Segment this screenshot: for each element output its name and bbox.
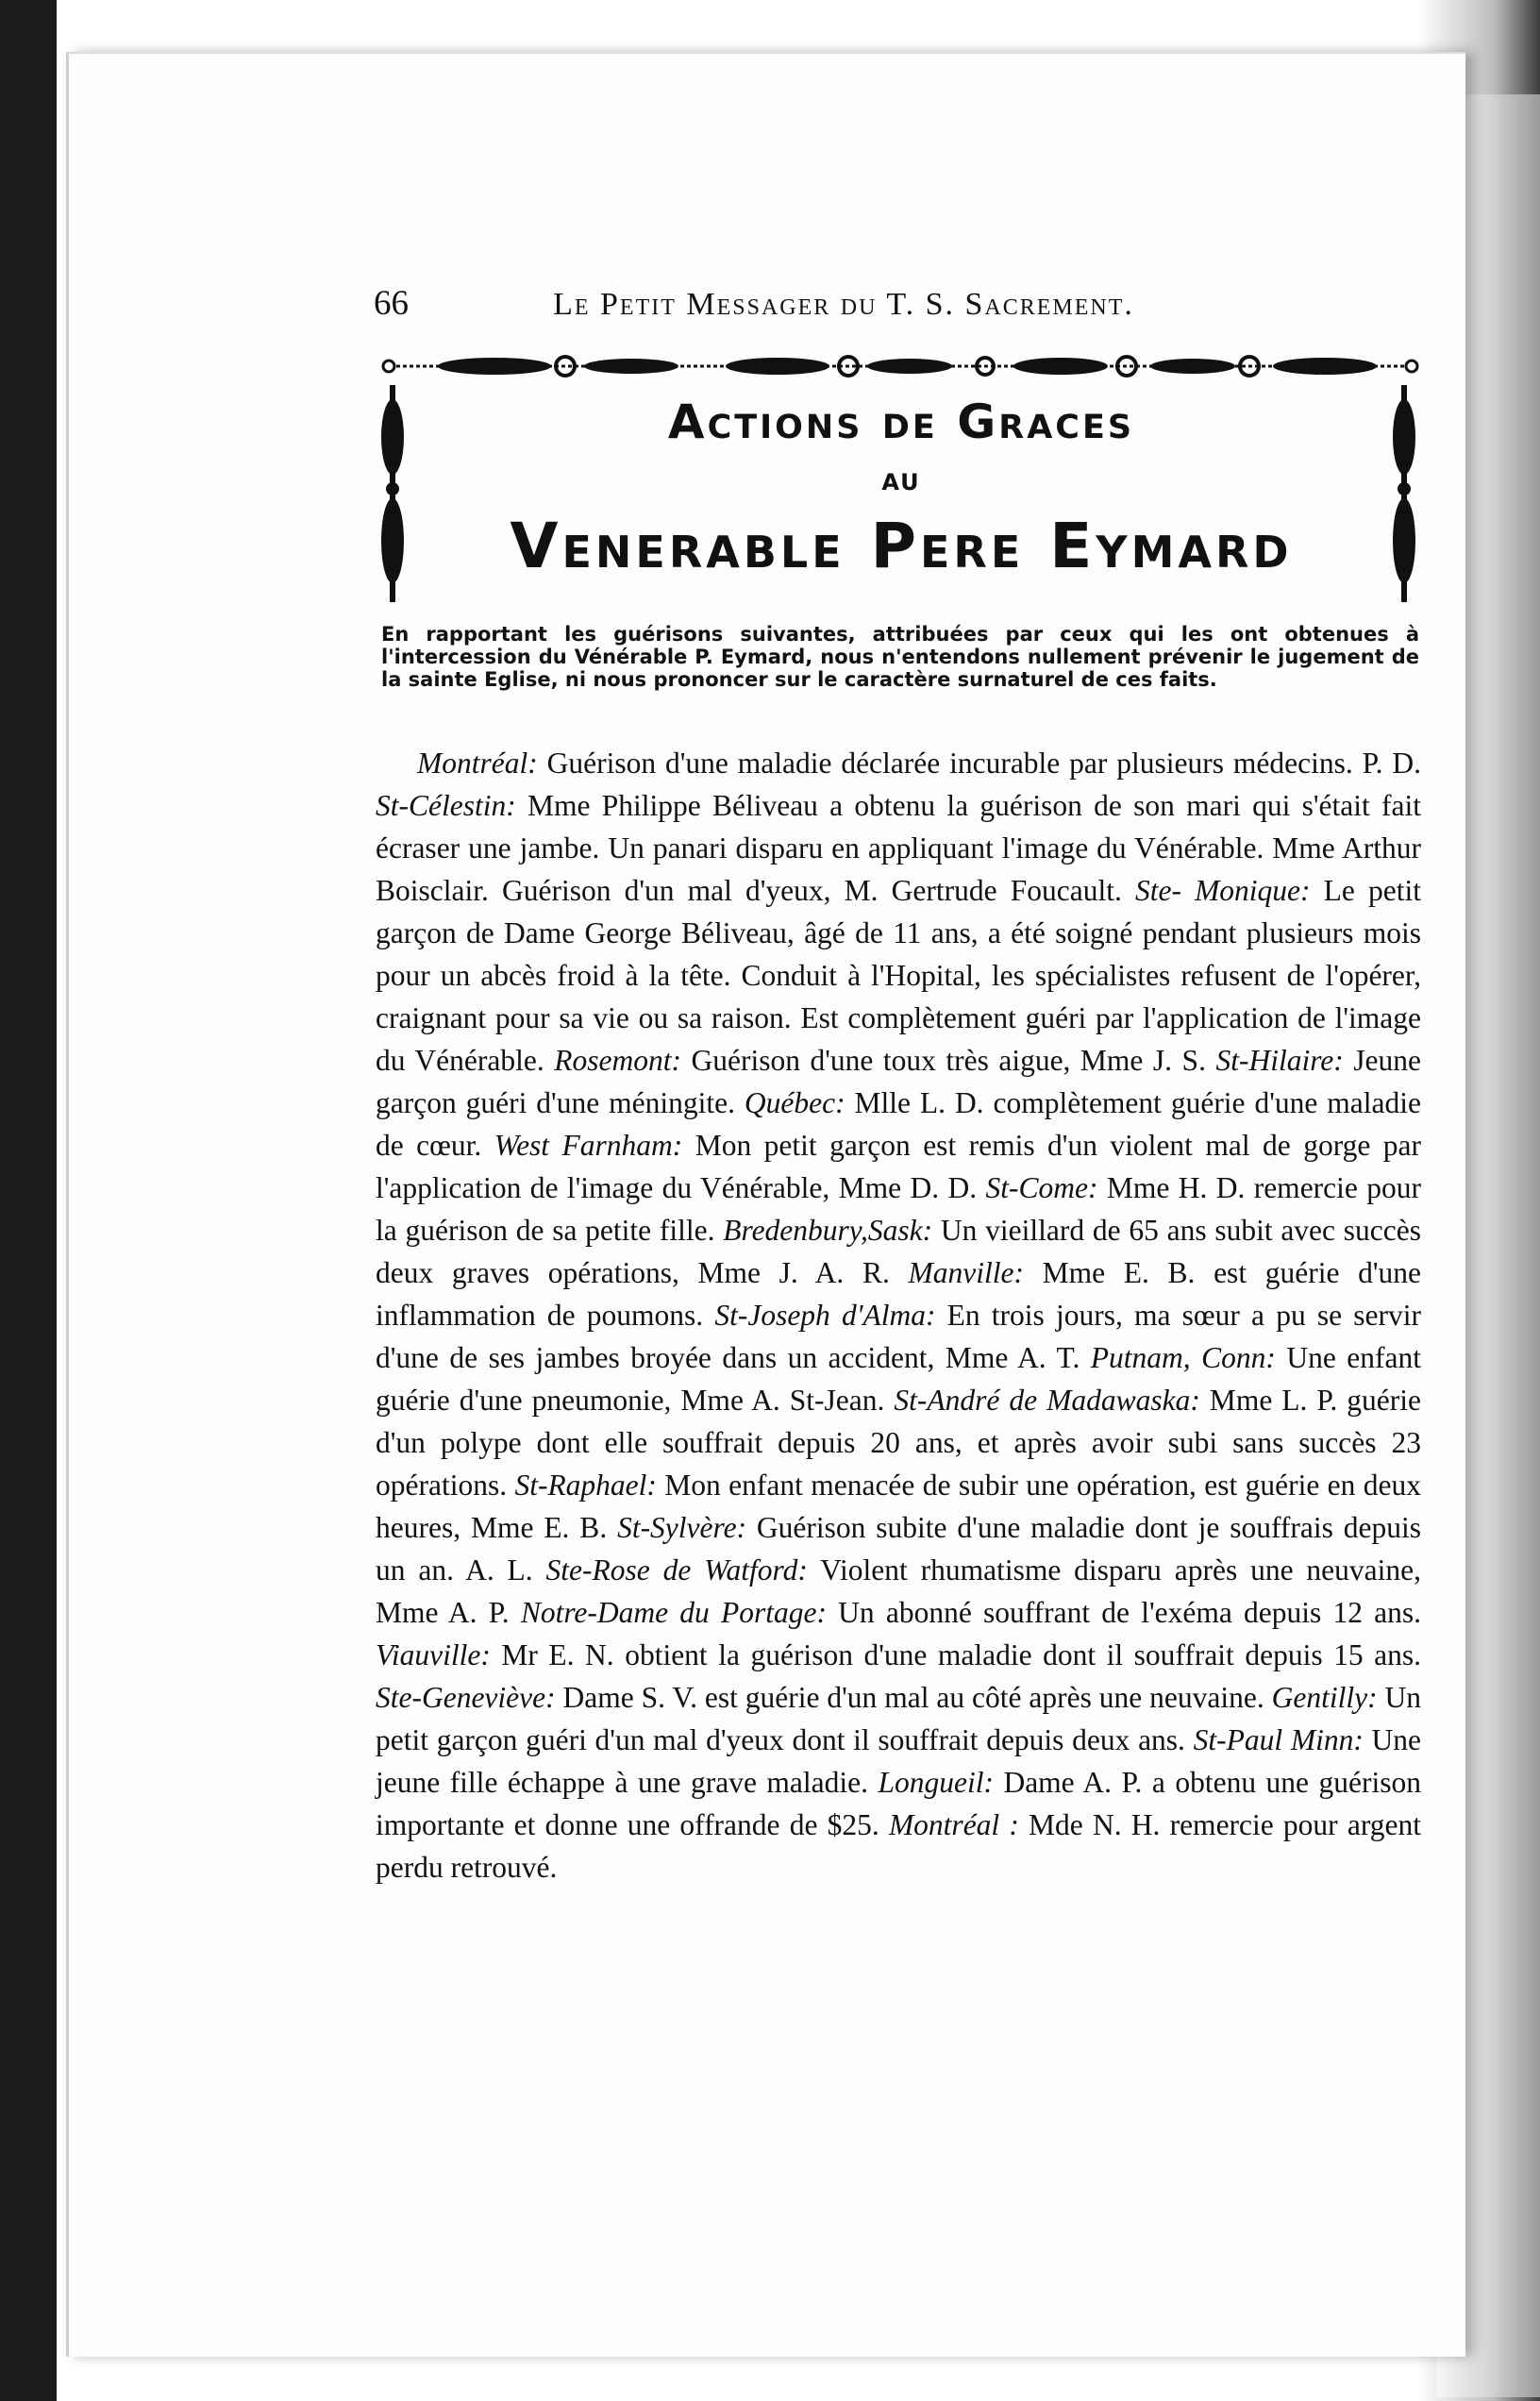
entry-place: Putnam, Conn: [1090, 1341, 1276, 1374]
entry-place: St-Hilaire: [1215, 1044, 1344, 1077]
entry-place: Viauville: [376, 1638, 491, 1671]
entry-text: Jeune garçon guéri d'une méningite. [376, 1044, 1421, 1119]
page-number: 66 [374, 284, 409, 323]
entry-text: Mlle L. D. complètement guérie d'une maladie de cœur. [376, 1086, 1421, 1162]
body-paragraph [376, 742, 1421, 1889]
title-line-3: Venerable Pere Eymard [510, 510, 1293, 582]
entry-place: Notre-Dame du Portage: [520, 1596, 827, 1629]
entry-text: Guérison d'une maladie déclarée incurable par plusieurs médecins. P. D. [537, 747, 1421, 780]
entry-place: St-Raphael: [514, 1469, 657, 1502]
title-line-2: au [881, 461, 921, 498]
entry-text: Guérison subite d'une maladie dont je souffrais depuis un an. A. L. [376, 1511, 1421, 1587]
entry-place: St-Joseph d'Alma: [714, 1299, 936, 1332]
entry-place: Ste- Monique: [1134, 874, 1311, 907]
entry-place: Ste-Rose de Watford: [545, 1553, 808, 1587]
entry-text: Mon petit garçon est remis d'un violent mal de gorge par l'application de l'image du Vénérable, Mme D. D. [376, 1129, 1422, 1204]
entry-place: Gentilly: [1271, 1681, 1378, 1714]
entry-text: Mme E. B. est guérie d'une inflammation de poumons. [376, 1256, 1421, 1332]
entry-place: Montréal : [888, 1808, 1019, 1841]
entry-place: Québec: [744, 1086, 845, 1119]
entry-text: Une jeune fille échappe à une grave maladie. [376, 1723, 1421, 1799]
ornament-side-left [376, 385, 410, 602]
entry-place: West Farnham: [494, 1129, 683, 1162]
entry-text: Mme Philippe Béliveau a obtenu la guérison de son mari qui s'était fait écraser une jambe. Un panari disparu en appliquant l'image du Vénérable. Mme Arthur Boisclair. Guérison d'un mal d'yeux, M. Gertrude Foucault. [376, 789, 1421, 907]
entry-text: Un vieillard de 65 ans subit avec succès deux graves opérations, Mme J. A. R. [376, 1214, 1421, 1289]
page-header [374, 283, 1238, 340]
entry-place: Bredenbury,Sask: [723, 1214, 933, 1247]
running-head: Le Petit Messager du T. S. Sacrement. [553, 287, 1134, 322]
entry-text: Mr E. N. obtient la guérison d'une maladie dont il souffrait depuis 15 ans. [490, 1638, 1421, 1671]
entry-text: Mme L. P. guérie d'un polype dont elle souffrait depuis 20 ans, et après avoir subi sans succès 23 opérations. [376, 1384, 1421, 1502]
entry-text: Mme H. D. remercie pour la guérison de sa petite fille. [376, 1171, 1421, 1247]
entry-place: St-Célestin: [376, 789, 516, 822]
ornament-border-top [381, 349, 1419, 383]
entry-place: St-Come: [985, 1171, 1098, 1204]
entry-text: Guérison d'une toux très aigue, Mme J. S. [680, 1044, 1216, 1077]
ornament-side-right [1387, 385, 1421, 602]
scanner-edge [0, 0, 57, 2401]
entry-text: Le petit garçon de Dame George Béliveau, âgé de 11 ans, a été soigné pendant plusieurs mois pour un abcès froid à la tête. Conduit à l'Hopital, les spécialistes refusent de l'opérer, craignant pour sa vie ou sa raison. Est complètement guéri par l'application de l'image du Vénérable. [376, 874, 1421, 1077]
entry-text: Dame S. V. est guérie d'un mal au côté après une neuvaine. [555, 1681, 1272, 1714]
entry-text: Une enfant guérie d'une pneumonie, Mme A. St-Jean. [376, 1341, 1422, 1417]
entry-text: Dame A. P. a obtenu une guérison importante et donne une offrande de $25. [376, 1766, 1421, 1841]
entry-place: St-André de Madawaska: [894, 1384, 1200, 1417]
entry-place: Rosemont: [554, 1044, 681, 1077]
entry-text: Violent rhumatisme disparu après une neuvaine, Mme A. P. [376, 1553, 1421, 1629]
entry-text: Mde N. H. remercie pour argent perdu retrouvé. [376, 1808, 1421, 1884]
entry-place: Ste-Geneviève: [376, 1681, 556, 1714]
title-line-1: Actions de Graces [667, 395, 1135, 449]
entry-place: Longueil: [878, 1766, 994, 1799]
entry-place: St-Paul Minn: [1193, 1723, 1364, 1756]
disclaimer-paragraph: En rapportant les guérisons suivantes, attribuées par ceux qui les ont obtenues à l'intercession du Vénérable P. Eymard, nous n'entendons nullement prévenir le jugement de la sainte Eglise, ni nous prononcer sur le caractère surnaturel de ces faits. [381, 623, 1419, 691]
entry-place: Montréal: [417, 747, 538, 780]
entry-text: Mon enfant menacée de subir une opération, est guérie en deux heures, Mme E. B. [376, 1469, 1421, 1544]
entry-text: Un petit garçon guéri d'un mal d'yeux dont il souffrait depuis deux ans. [376, 1681, 1422, 1756]
entry-place: Manville: [908, 1256, 1024, 1289]
entry-text: En trois jours, ma sœur a pu se servir d'une de ses jambes broyée dans un accident, Mme A. T. [376, 1299, 1421, 1374]
entry-text: Un abonné souffrant de l'exéma depuis 12 ans. [826, 1596, 1421, 1629]
entry-place: St-Sylvère: [617, 1511, 747, 1544]
